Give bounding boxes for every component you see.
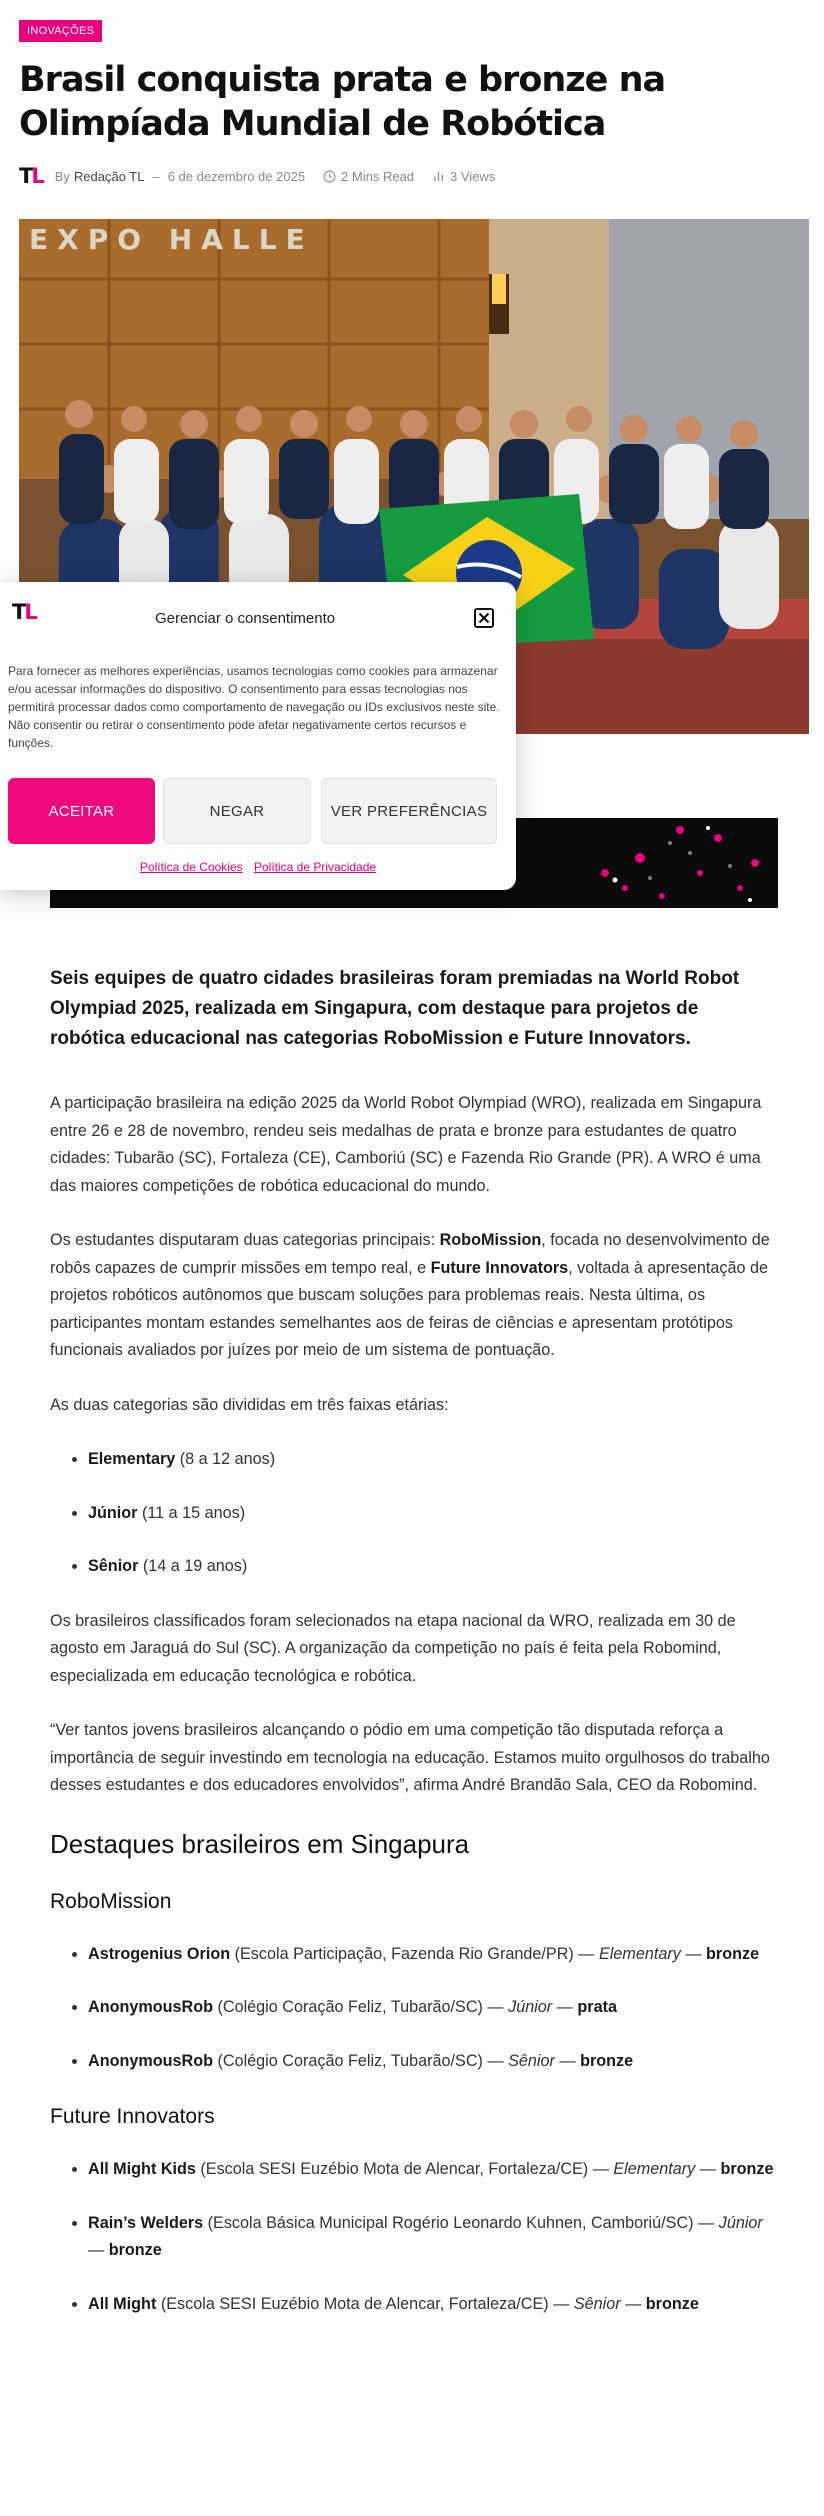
future-innovators-heading: Future Innovators	[50, 2105, 215, 2128]
hero-sign: EXPO HALLE	[29, 223, 314, 256]
list-item: • AnonymousRob (Colégio Coração Feliz, Tubarão/SC) — Sênior — bronze	[88, 2048, 778, 2076]
paragraph-2-text-b: , focada no desenvolvimento de robôs capazes de cumprir missões em tempo real, e	[50, 1231, 770, 1277]
future-innovators-term: Future Innovators	[430, 1258, 569, 1277]
view-count	[432, 169, 495, 184]
author-logo[interactable]: TL	[19, 164, 43, 188]
paragraph-2	[50, 1227, 778, 1365]
robomission-list	[50, 1941, 778, 2076]
list-item: • Sênior (14 a 19 anos)	[88, 1553, 778, 1581]
list-item: • Rain’s Welders (Escola Básica Municipal Rogério Leonardo Kuhnen, Camboriú/SC) — Júnior — bronze	[88, 2210, 778, 2265]
paragraph-4: Os brasileiros classificados foram selecionados na etapa nacional da WRO, realizada em 30 de agosto em Jaraguá do Sul (SC). A organização da competição no país é feita pela Robomind, especializada em educação tecnológica e robótica.	[50, 1611, 736, 1685]
consent-links	[0, 860, 516, 874]
age-group-list	[50, 1446, 778, 1581]
list-item: • Astrogenius Orion (Escola Participação, Fazenda Rio Grande/PR) — Elementary — bronze	[88, 1941, 778, 1969]
category-badge[interactable]: INOVAÇÕES	[19, 20, 102, 42]
close-icon	[478, 612, 490, 624]
article-meta	[19, 162, 495, 190]
article-body	[50, 964, 778, 2345]
preferences-button[interactable]: VER PREFERÊNCIAS	[321, 778, 497, 844]
list-item: • Júnior (11 a 15 anos)	[88, 1500, 778, 1528]
paragraph-2-text-a: Os estudantes disputaram duas categorias principais:	[50, 1231, 440, 1249]
consent-close-button[interactable]	[474, 608, 494, 628]
list-item: • All Might (Escola SESI Euzébio Mota de Alencar, Fortaleza/CE) — Sênior — bronze	[88, 2291, 778, 2319]
article-lead: Seis equipes de quatro cidades brasileiras foram premiadas na World Robot Olympiad 2025, realizada em Singapura, com destaque para projetos de robótica educacional nas categorias RoboMission e Future Innovators.	[50, 968, 740, 1049]
accept-button[interactable]: ACEITAR	[8, 778, 155, 844]
consent-logo: TL	[12, 600, 36, 624]
privacy-policy-link[interactable]: Política de Privacidade	[254, 860, 377, 874]
future-innovators-list	[50, 2156, 778, 2318]
list-item: • All Might Kids (Escola SESI Euzébio Mota de Alencar, Fortaleza/CE) — Elementary — bronze	[88, 2156, 778, 2184]
paragraph-2-text-c: , voltada à apresentação de projetos robóticos autônomos que buscam soluções para problemas reais. Nesta última, os participantes montam estandes semelhantes aos de feiras de ciências e apresentam protótipos funcionais avaliados por juízes por meio de um sistema de pontuação.	[50, 1258, 768, 1359]
paragraph-3: As duas categorias são divididas em três faixas etárias:	[50, 1395, 449, 1414]
paragraph-1: A participação brasileira na edição 2025 da World Robot Olympiad (WRO), realizada em Singapura entre 26 e 28 de novembro, rendeu seis medalhas de prata e bronze para estudantes de quatro cidades: Tubarão (SC), Fortaleza (CE), Camboriú (SC) e Fazenda Rio Grande (PR). A WRO é uma das maiores competições de robótica educacional do mundo.	[50, 1094, 762, 1195]
article-title: Brasil conquista prata e bronze na Olimpíada Mundial de Robótica	[19, 60, 666, 144]
robomission-heading: RoboMission	[50, 1889, 172, 1913]
publish-date: 6 de dezembro de 2025	[167, 168, 306, 184]
section-heading: Destaques brasileiros em Singapura	[50, 1828, 470, 1859]
paragraph-5-quote: “Ver tantos jovens brasileiros alcançando o pódio em uma competição tão disputada reforça a importância de seguir investindo em tecnologia na educação. Estamos muito orgulhosos do trabalho desses estudantes e dos educadores envolvidos”, afirma André Brandão Sala, CEO da Robomind.	[50, 1721, 770, 1794]
by-label: By	[54, 168, 70, 184]
read-time-text: 2 Mins Read	[341, 168, 415, 184]
view-count-text: 3 Views	[450, 168, 496, 184]
author-link[interactable]: Redação TL	[73, 168, 145, 184]
consent-dialog	[0, 582, 516, 890]
list-item: • AnonymousRob (Colégio Coração Feliz, Tubarão/SC) — Júnior — prata	[88, 1994, 778, 2022]
clock-icon	[323, 170, 336, 183]
read-time	[323, 169, 414, 184]
robomission-term: RoboMission	[439, 1231, 542, 1249]
cookie-policy-link[interactable]: Política de Cookies	[139, 860, 243, 874]
consent-title: Gerenciar o consentimento	[155, 610, 336, 627]
consent-text: Para fornecer as melhores experiências, usamos tecnologias como cookies para armazenar e/ou acessar informações do dispositivo. O consentimento para essas tecnologias nos permitirá processar dados como comportamento de navegação ou IDs exclusivos neste site. Não consentir ou retirar o consentimento pode afetar negativamente certos recursos e funções.	[8, 664, 500, 750]
list-item: • Elementary (8 a 12 anos)	[88, 1446, 778, 1474]
meta-separator: –	[152, 168, 160, 184]
bar-chart-icon	[432, 170, 445, 183]
deny-button[interactable]: NEGAR	[163, 778, 311, 844]
